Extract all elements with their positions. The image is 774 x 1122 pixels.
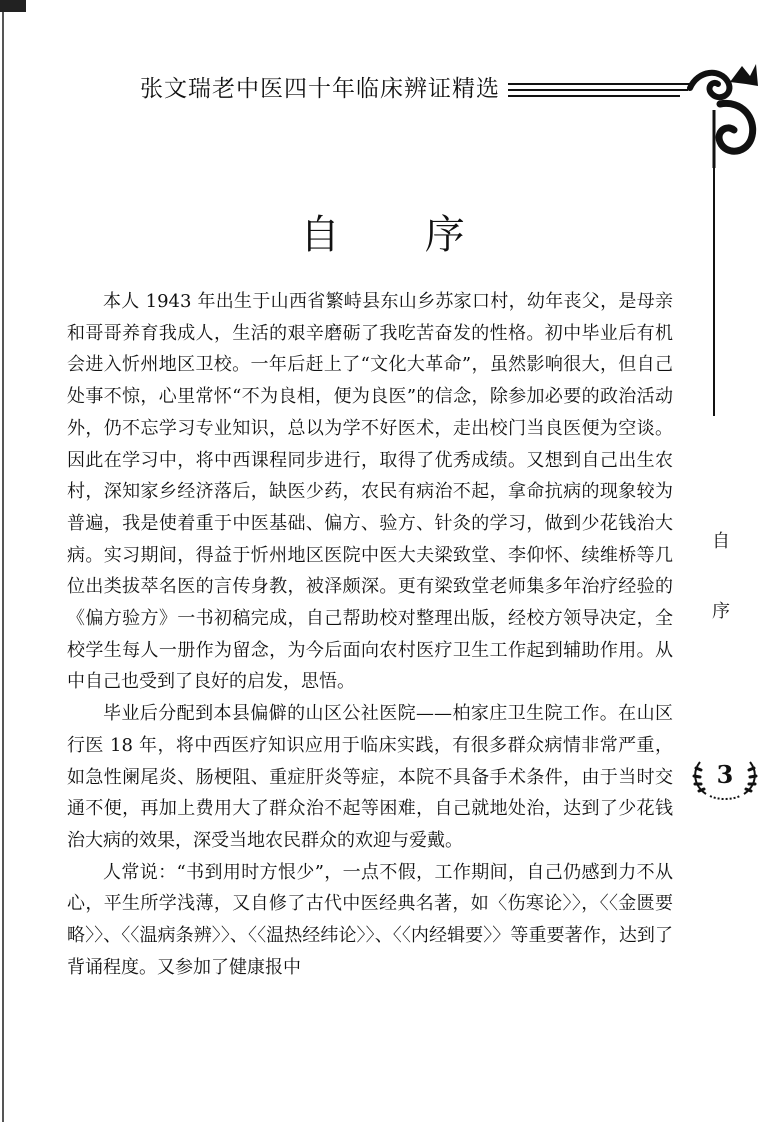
header-rule-3 [508,95,680,97]
side-tab-char-2: 序 [712,601,730,622]
paragraph: 本人 1943 年出生于山西省繁峙县东山乡苏家口村，幼年丧父，是母亲和哥哥养育我成人，生活的艰辛磨砺了我吃苦奋发的性格。初中毕业后有机会进入忻州地区卫校。一年后赶上了“文化大革命”，虽然影响很大，但自己处事不惊，心里常怀“不为良相，便为良医”的信念，除参加必要的政治活动外，仍不忘学习专业知识，总以为学不好医术，走出校门当良医便为空谈。因此在学习中，将中西课程同步进行，取得了优秀成绩。又想到自己出生农村，深知家乡经济落后，缺医少药，农民有病治不起，拿命抗病的现象较为普遍，我是使着重于中医基础、偏方、验方、针灸的学习，做到少花钱治大病。实习期间，得益于忻州地区医院中医大夫梁致堂、李仰怀、续维桥等几位出类拔萃名医的言传身教，被泽颇深。更有梁致堂老师集多年治疗经验的《偏方验方》一书初稿完成，自己帮助校对整理出版，经校方领导决定，全校学生每人一册作为留念，为今后面向农村医疗卫生工作起到辅助作用。从中自己也受到了良好的启发，思悟。 [67,291,673,693]
header-rule-1 [508,83,694,85]
header-rule-2 [508,89,688,91]
top-corner-mark [0,0,26,12]
right-vertical-rule [713,158,715,416]
corner-scroll-ornament-icon [680,60,760,170]
page-number-badge [690,754,760,800]
section-heading: 自 序 [300,212,501,258]
left-margin-rule [2,0,4,1122]
paragraph: 毕业后分配到本县偏僻的山区公社医院——柏家庄卫生院工作。在山区行医 18 年，将中西医疗知识应用于临床实践，有很多群众病情非常严重，如急性阑尾炎、肠梗阻、重症肝炎等症，本院不具备手术条件，由于当时交通不便，再加上费用大了群众治不起等困难，自己就地处治，达到了少花钱治大病的效果，深受当地农民群众的欢迎与爱戴。 [67,703,673,851]
side-tab-char-1: 自 [712,531,730,552]
running-header-book-title: 张文瑞老中医四十年临床辨证精选 [140,76,500,102]
paragraph: 人常说：“书到用时方恨少”，一点不假，工作期间，自己仍感到力不从心，平生所学浅薄，又自修了古代中医经典名著，如〈伤寒论〉〉，〈〈金匮要略〉〉、〈〈温病条辨〉〉、〈〈温热经纬论〉〉、〈〈内经辑要〉〉等重要著作，达到了背诵程度。又参加了健康报中 [67,861,673,978]
page-number: 3 [716,760,734,789]
body-text [67,286,673,983]
